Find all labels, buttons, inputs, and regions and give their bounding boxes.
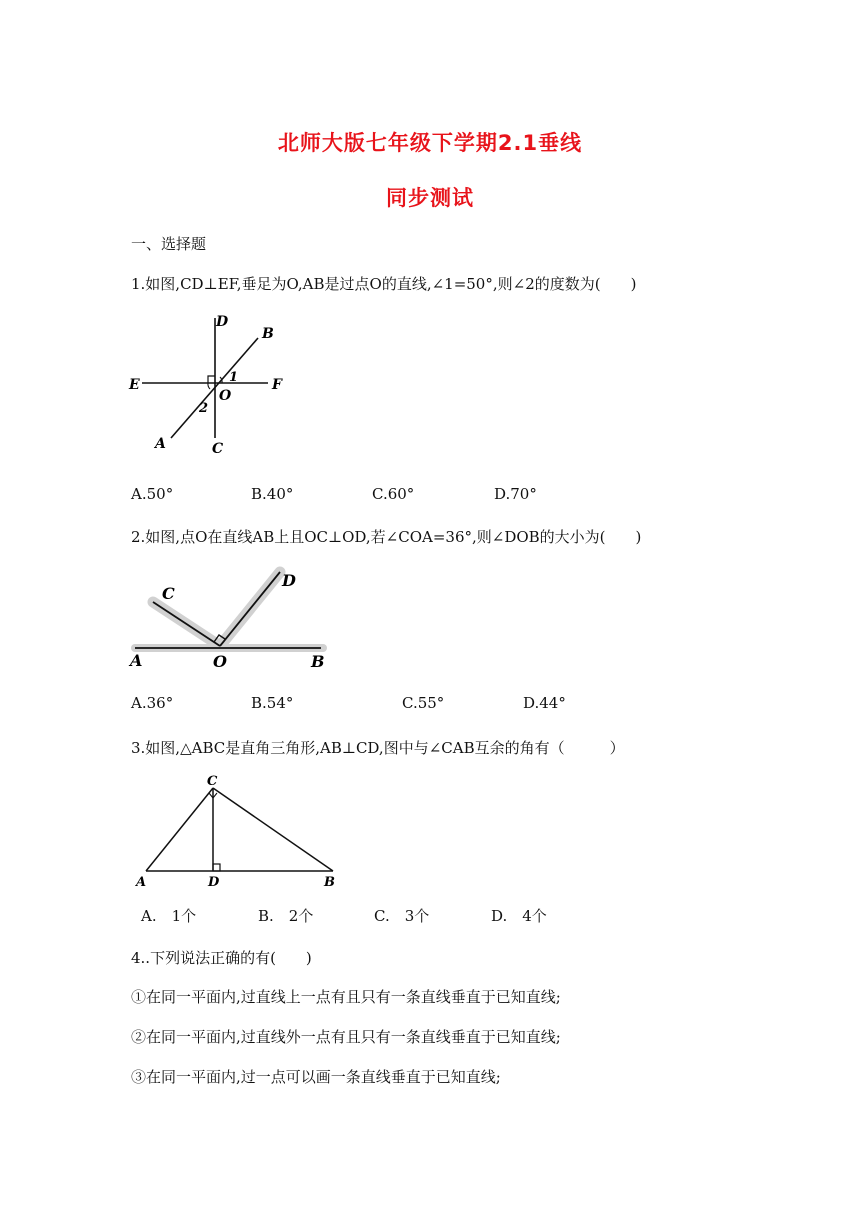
question-4-statement-3: ③在同一平面内,过一点可以画一条直线垂直于已知直线; (131, 1068, 501, 1086)
q1-option-c: C.60° (372, 485, 415, 503)
section-heading: 一、选择题 (131, 235, 207, 253)
ray-od (220, 572, 280, 646)
label-d: D (282, 571, 296, 590)
q2-option-d: D.44° (523, 694, 566, 712)
question-2-stem: 2.如图,点O在直线AB上且OC⊥OD,若∠COA=36°,则∠DOB的大小为( ) (131, 528, 642, 546)
q3-option-d: D. 4个 (491, 907, 547, 925)
figure-2-angle-diagram (125, 560, 345, 678)
right-angle-mark-d (213, 864, 220, 871)
q2-option-c: C.55° (402, 694, 445, 712)
side-bc (213, 788, 333, 871)
label-e: E (129, 377, 140, 393)
label-o: O (213, 652, 227, 671)
label-c: C (207, 774, 218, 789)
q3-option-a: A. 1个 (141, 907, 197, 925)
label-d: D (216, 314, 229, 330)
question-3-stem: 3.如图,△ABC是直角三角形,AB⊥CD,图中与∠CAB互余的角有（ ） (131, 739, 625, 757)
ray-oc (153, 602, 220, 646)
label-o: O (219, 388, 232, 404)
label-angle-1: 1 (229, 370, 239, 385)
question-4-statement-2: ②在同一平面内,过直线外一点有且只有一条直线垂直于已知直线; (131, 1028, 561, 1046)
label-a: A (130, 651, 143, 670)
label-a: A (155, 436, 166, 452)
label-d: D (208, 875, 220, 890)
question-1-stem: 1.如图,CD⊥EF,垂足为O,AB是过点O的直线,∠1=50°,则∠2的度数为( ) (131, 275, 637, 293)
angle-2-arc (208, 383, 210, 389)
label-angle-2: 2 (199, 401, 209, 416)
right-angle-mark (208, 376, 215, 383)
q1-option-a: A.50° (131, 485, 174, 503)
label-f: F (272, 377, 282, 393)
side-ac (146, 788, 213, 871)
q1-option-b: B.40° (251, 485, 294, 503)
q3-option-b: B. 2个 (258, 907, 314, 925)
figure-1-perpendicular-lines (125, 308, 305, 463)
question-4-statement-1: ①在同一平面内,过直线上一点有且只有一条直线垂直于已知直线; (131, 988, 561, 1006)
question-4-stem: 4..下列说法正确的有( ) (131, 949, 312, 967)
label-b: B (311, 652, 325, 671)
label-c: C (162, 584, 175, 603)
q3-option-c: C. 3个 (374, 907, 430, 925)
figure-3-right-triangle (130, 770, 345, 892)
label-b: B (262, 326, 274, 342)
page-subtitle: 同步测试 (386, 186, 474, 210)
q1-option-d: D.70° (494, 485, 537, 503)
q2-option-a: A.36° (131, 694, 174, 712)
label-b: B (324, 875, 335, 890)
page-title: 北师大版七年级下学期2.1垂线 (277, 131, 583, 155)
q2-option-b: B.54° (251, 694, 294, 712)
label-a: A (136, 875, 147, 890)
label-c: C (212, 441, 224, 457)
